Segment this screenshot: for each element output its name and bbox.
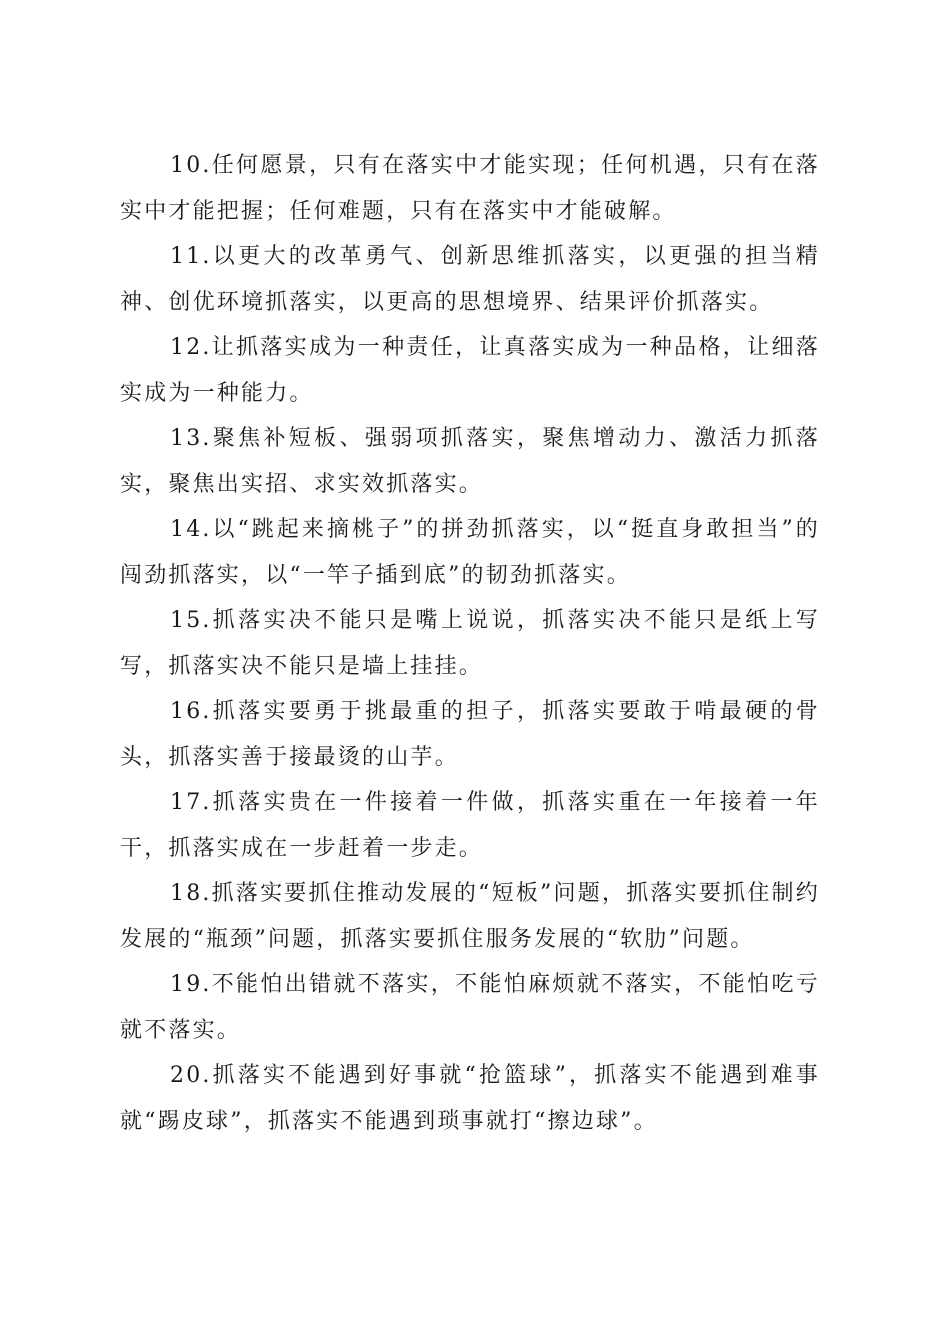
paragraph-item-16: 16.抓落实要勇于挑最重的担子，抓落实要敢于啃最硬的骨头，抓落实善于接最烫的山芋。: [120, 699, 820, 770]
paragraph-item-19: 19.不能怕出错就不落实，不能怕麻烦就不落实，不能怕吃亏就不落实。: [120, 972, 820, 1043]
paragraph-item-13: 13.聚焦补短板、强弱项抓落实，聚焦增动力、激活力抓落实，聚焦出实招、求实效抓落实。: [120, 426, 820, 497]
paragraph-item-20: 20.抓落实不能遇到好事就“抢篮球”，抓落实不能遇到难事就“踢皮球”，抓落实不能遇到琐事就打“擦边球”。: [120, 1063, 820, 1134]
document-body: [120, 143, 820, 1144]
paragraph-item-17: 17.抓落实贵在一件接着一件做，抓落实重在一年接着一年干，抓落实成在一步赶着一步走。: [120, 790, 820, 861]
paragraph-item-10: 10.任何愿景，只有在落实中才能实现；任何机遇，只有在落实中才能把握；任何难题，只有在落实中才能破解。: [120, 153, 820, 224]
paragraph-item-12: 12.让抓落实成为一种责任，让真落实成为一种品格，让细落实成为一种能力。: [120, 335, 820, 406]
paragraph-item-15: 15.抓落实决不能只是嘴上说说，抓落实决不能只是纸上写写，抓落实决不能只是墙上挂挂。: [120, 608, 820, 679]
paragraph-item-18: 18.抓落实要抓住推动发展的“短板”问题，抓落实要抓住制约发展的“瓶颈”问题，抓落实要抓住服务发展的“软肋”问题。: [120, 881, 820, 952]
paragraph-item-14: 14.以“跳起来摘桃子”的拼劲抓落实，以“挺直身敢担当”的闯劲抓落实，以“一竿子插到底”的韧劲抓落实。: [120, 517, 820, 588]
paragraph-item-11: 11.以更大的改革勇气、创新思维抓落实，以更强的担当精神、创优环境抓落实，以更高的思想境界、结果评价抓落实。: [120, 244, 820, 315]
